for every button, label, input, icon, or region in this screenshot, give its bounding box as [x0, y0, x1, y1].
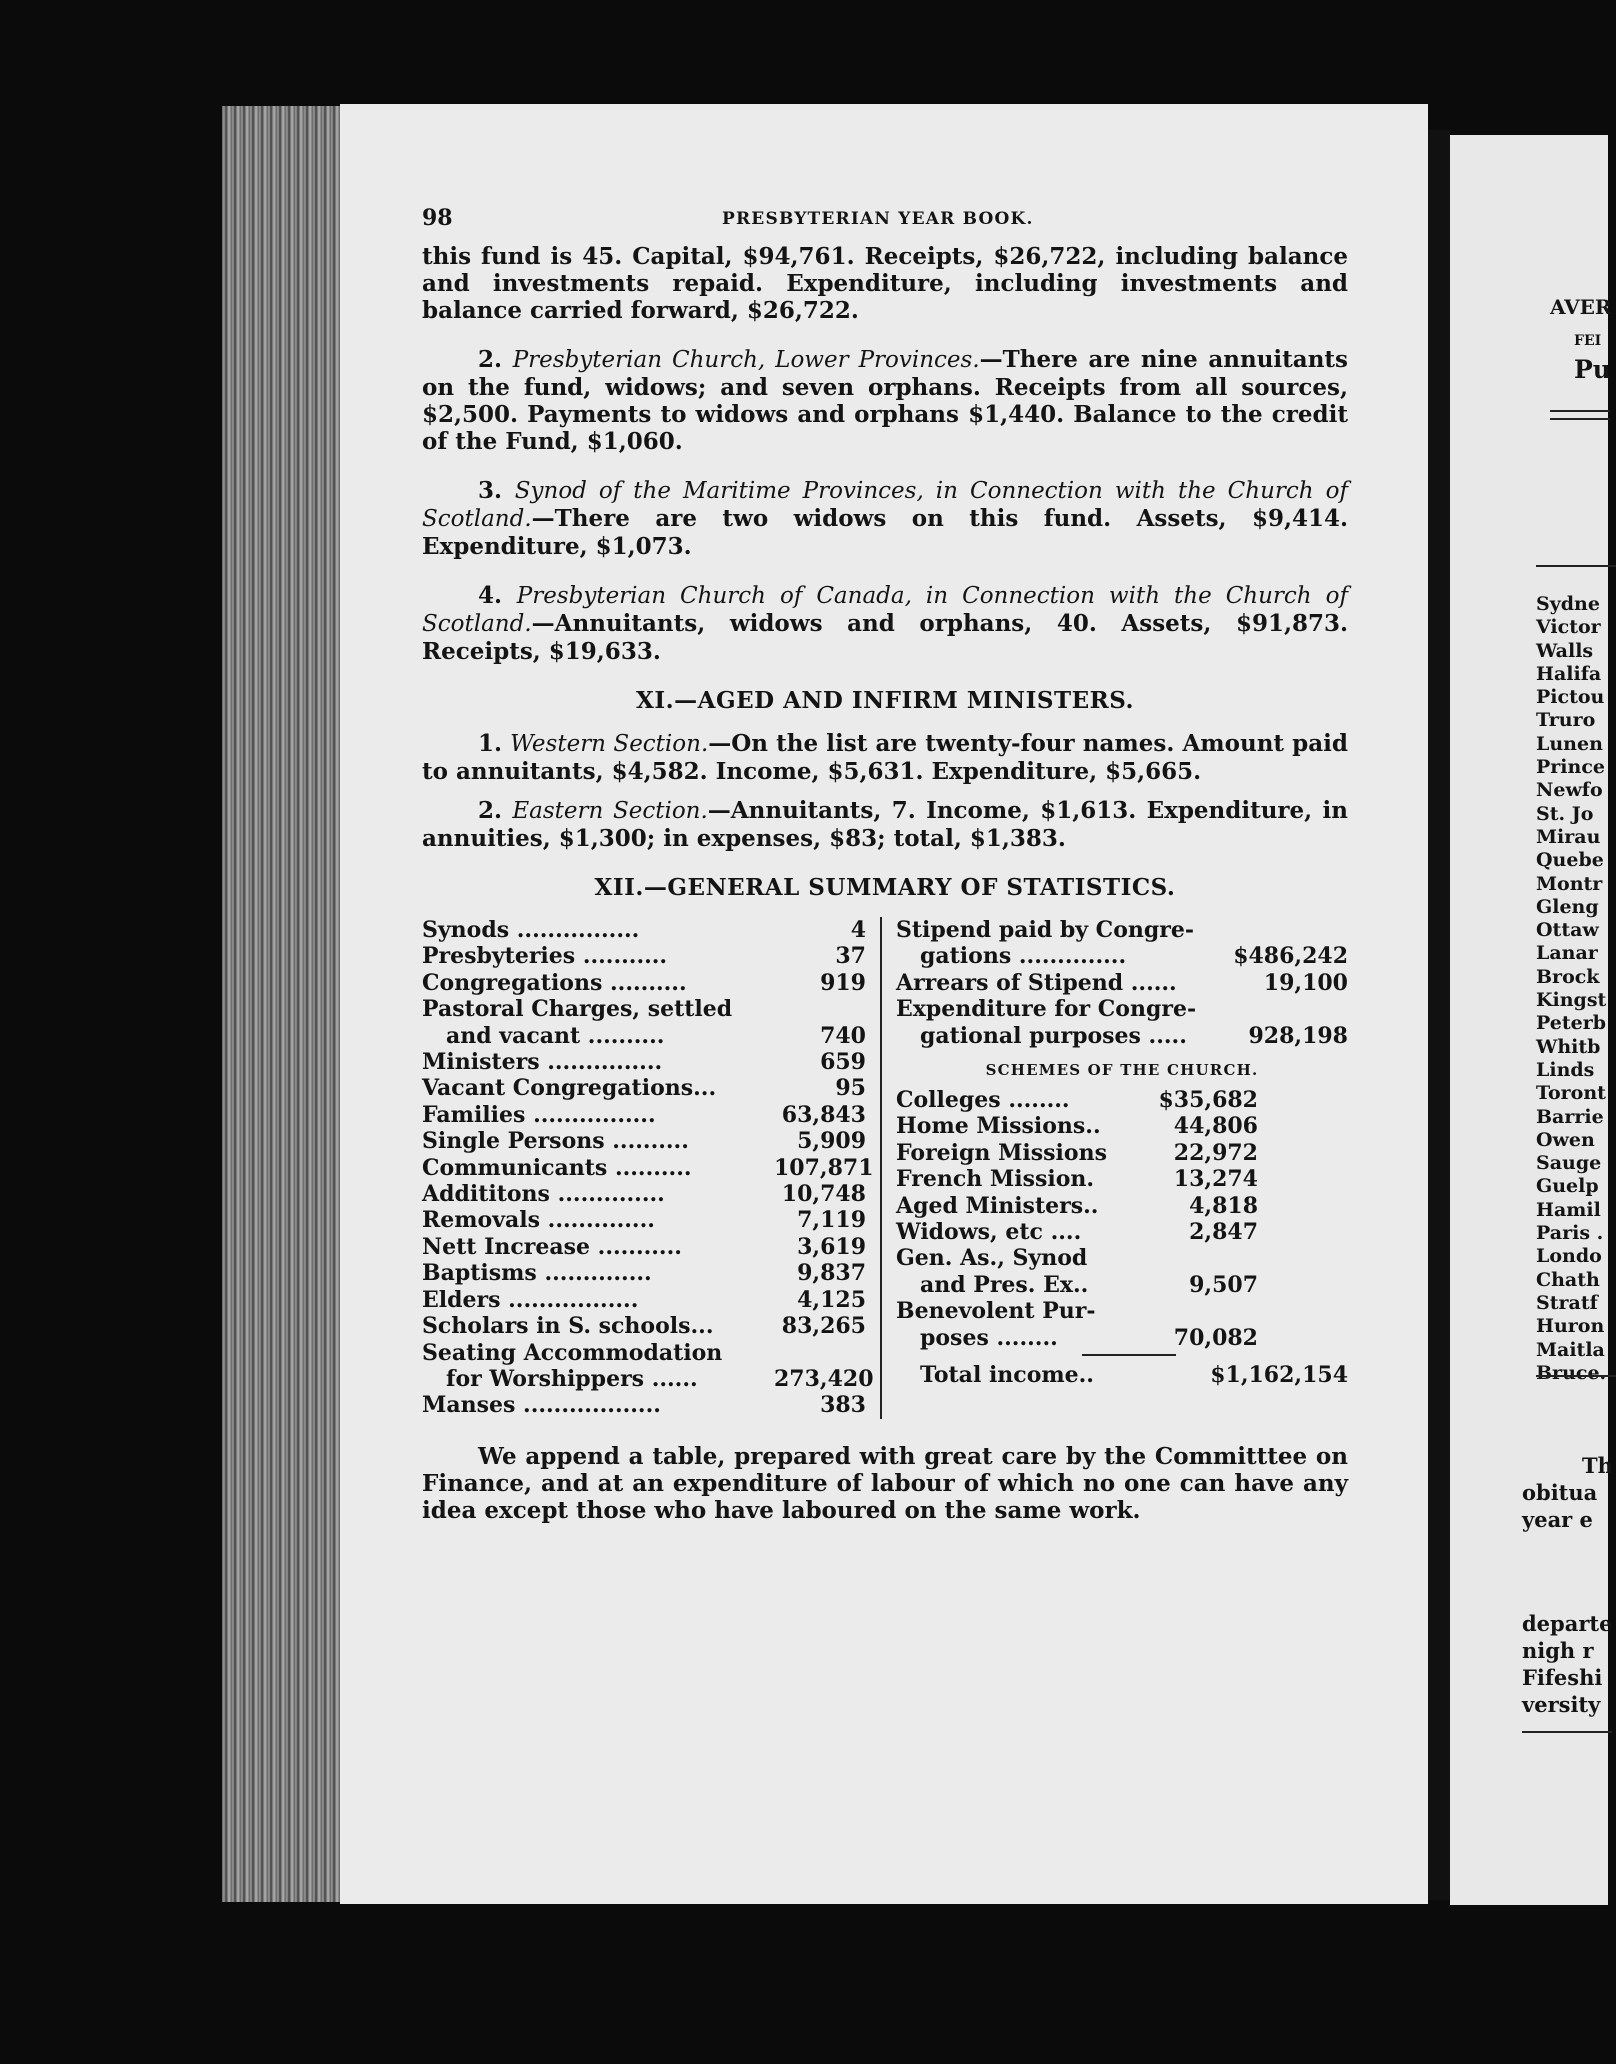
list-item: Maitla — [1536, 1338, 1605, 1361]
list-item: Chath — [1536, 1268, 1600, 1291]
list-item: Mirau — [1536, 825, 1601, 848]
schemes-title: SCHEMES OF THE CHURCH. — [985, 1061, 1259, 1080]
item-title: Western Section. — [510, 731, 709, 757]
paragraph-1: this fund is 45. Capital, $94,761. Receipts, $26,722, including balance and investments repaid. Expenditure, including investments and balance carried forward, $26,722. — [422, 243, 1348, 324]
table-row: Ministers ............... 659 — [422, 1049, 866, 1076]
list-item: Sauge — [1536, 1152, 1602, 1175]
section-xi-paragraph-1 — [422, 730, 1348, 785]
right-page — [1450, 135, 1613, 1905]
page-number: 98 — [422, 205, 453, 231]
list-item: Halifa — [1536, 662, 1602, 685]
table-row: gational purposes ..... 928,198 — [920, 1022, 1348, 1049]
paragraph-4 — [422, 582, 1348, 665]
section-xi-title: XI.—AGED AND INFIRM MINISTERS. — [635, 687, 1135, 714]
page-content — [422, 205, 1348, 1546]
list-item: Newfo — [1536, 779, 1603, 802]
right-page-rule-4 — [1536, 1375, 1616, 1377]
running-head — [422, 205, 1348, 243]
list-item: Whitb — [1536, 1035, 1601, 1058]
item-text: —Annuitants, widows and orphans, 40. Assets, $91,873. Receipts, $19,633. — [422, 610, 1348, 665]
table-row: Removals .............. 7,119 — [422, 1207, 866, 1234]
statistics-left-column — [422, 917, 882, 1419]
list-item: Sydne — [1536, 593, 1600, 615]
list-item: Lanar — [1536, 942, 1598, 965]
list-item: Walls — [1536, 639, 1594, 662]
list-item: Peterb — [1536, 1012, 1607, 1035]
list-item: Guelp — [1536, 1175, 1599, 1198]
list-item: Truro — [1536, 709, 1596, 732]
right-page-head-3: Pu — [1574, 355, 1611, 384]
item-text: —There are nine annuitants on the fund, widows; and seven orphans. Receipts from all sources, $2,500. Payments to widows and orphans $1,440. Balance to the credit of the Fund, $1,060. — [422, 346, 1348, 455]
table-row: Gen. As., Synod — [896, 1245, 1088, 1272]
table-row: French Mission. 13,274 — [896, 1166, 1258, 1193]
section-xi-paragraph-2 — [422, 797, 1348, 852]
right-page-text-1: Th — [1582, 1453, 1613, 1478]
item-title: Eastern Section. — [512, 798, 708, 824]
item-text: —Annuitants, 7. Income, $1,613. Expenditure, in annuities, $1,300; in expenses, $83; total, $1,383. — [422, 797, 1348, 852]
right-page-text-4: departe — [1522, 1611, 1613, 1636]
table-row: Scholars in S. schools... 83,265 — [422, 1313, 866, 1340]
item-number: 2. — [478, 346, 503, 373]
list-item: St. Jo — [1536, 802, 1594, 825]
item-number: 4. — [478, 582, 503, 609]
list-item: Montr — [1536, 872, 1603, 895]
table-row: Pastoral Charges, settled — [422, 996, 733, 1023]
item-number: 1. — [478, 730, 503, 757]
table-row: Single Persons .......... 5,909 — [422, 1128, 866, 1155]
statistics-table — [422, 917, 1348, 1419]
paragraph-3 — [422, 477, 1348, 560]
table-row: Widows, etc .... 2,847 — [896, 1219, 1258, 1246]
table-row: Manses .................. 383 — [422, 1392, 866, 1419]
sum-rule — [1082, 1354, 1176, 1356]
list-item: Bruce. — [1536, 1361, 1607, 1384]
table-row: and Pres. Ex.. 9,507 — [920, 1271, 1258, 1298]
table-row: Colleges ........ $35,682 — [896, 1087, 1258, 1114]
list-item: Kingst — [1536, 989, 1607, 1012]
right-page-rule-2 — [1550, 418, 1610, 420]
item-number: 3. — [478, 477, 503, 504]
table-row: Vacant Congregations... 95 — [422, 1075, 866, 1102]
right-page-head-2: FEI — [1574, 333, 1602, 349]
right-page-text-5: nigh r — [1522, 1638, 1594, 1663]
page-title: PRESBYTERIAN YEAR BOOK. — [722, 209, 1034, 229]
table-row: poses ........ 70,082 — [920, 1324, 1258, 1351]
closing-paragraph: We append a table, prepared with great care by the Committtee on Finance, and at an expenditure of labour of which no one can have any idea except those who have laboured on the same work. — [422, 1442, 1348, 1524]
table-row: Elders ................. 4,125 — [422, 1286, 866, 1313]
table-row: Stipend paid by Congre- — [896, 917, 1194, 943]
list-item: Toront — [1536, 1082, 1606, 1105]
table-row: Communicants .......... 107,871 — [422, 1154, 874, 1181]
table-row: Expenditure for Congre- — [896, 996, 1197, 1023]
table-row: Addititons .............. 10,748 — [422, 1181, 866, 1208]
table-row: Home Missions.. 44,806 — [896, 1113, 1258, 1140]
list-item: Quebe — [1536, 849, 1604, 872]
right-page-text-3: year e — [1522, 1507, 1593, 1532]
paragraph-2 — [422, 346, 1348, 455]
right-page-rule-5 — [1522, 1731, 1612, 1733]
list-item: Londo — [1536, 1245, 1602, 1268]
table-row: Benevolent Pur- — [896, 1298, 1096, 1325]
statistics-right-column — [882, 917, 1348, 1419]
right-page-rule-1 — [1550, 410, 1610, 412]
item-text: —On the list are twenty-four names. Amount paid to annuitants, $4,582. Income, $5,631. Expenditure, $5,665. — [422, 730, 1348, 785]
table-row: Nett Increase ........... 3,619 — [422, 1233, 866, 1260]
total-income-label: Total income.. — [920, 1362, 1094, 1389]
page-gutter — [1428, 130, 1450, 1900]
table-row: Congregations .......... 919 — [422, 969, 866, 996]
list-item: Victor — [1536, 616, 1601, 639]
list-item: Prince — [1536, 756, 1605, 779]
item-title: Presbyterian Church, Lower Provinces. — [512, 347, 980, 373]
table-row: gations .............. $486,242 — [920, 943, 1348, 970]
item-number: 2. — [478, 797, 503, 824]
right-page-text-2: obitua — [1522, 1480, 1598, 1505]
list-item: Brock — [1536, 965, 1600, 988]
table-row: Aged Ministers.. 4,818 — [896, 1192, 1258, 1219]
table-row: for Worshippers ...... 273,420 — [446, 1365, 874, 1392]
list-item: Linds — [1536, 1058, 1595, 1081]
total-income-row — [896, 1362, 1348, 1388]
book-edge — [222, 106, 347, 1902]
item-text: —There are two widows on this fund. Assets, $9,414. Expenditure, $1,073. — [422, 505, 1348, 560]
right-page-text-7: versity — [1522, 1692, 1601, 1717]
table-row: and vacant .......... 740 — [446, 1022, 866, 1049]
table-row: Foreign Missions 22,972 — [896, 1139, 1258, 1166]
table-row: Families ................ 63,843 — [422, 1101, 866, 1128]
right-page-head-1: AVER — [1550, 295, 1612, 319]
list-item: Ottaw — [1536, 919, 1599, 942]
list-item: Hamil — [1536, 1198, 1601, 1221]
list-item: Huron — [1536, 1315, 1605, 1338]
table-row: Arrears of Stipend ...... 19,100 — [896, 969, 1348, 996]
table-row: Seating Accommodation — [422, 1339, 723, 1366]
table-row: Synods ................ 4 — [422, 917, 866, 943]
list-item: Owen — [1536, 1128, 1595, 1151]
list-item: Lunen — [1536, 732, 1603, 755]
table-row: Presbyteries ........... 37 — [422, 943, 866, 970]
right-page-presbytery-list — [1536, 593, 1616, 1385]
list-item: Paris . — [1536, 1222, 1604, 1245]
item-title: Presbyterian Church of Canada, in Connection with the Church of Scotland. — [422, 583, 1348, 637]
right-page-rule-3 — [1536, 565, 1616, 567]
right-page-text-6: Fifeshi — [1522, 1665, 1603, 1690]
table-row: Baptisms .............. 9,837 — [422, 1260, 866, 1287]
list-item: Gleng — [1536, 895, 1599, 918]
list-item: Pictou — [1536, 686, 1605, 709]
total-income-value: $1,162,154 — [1210, 1362, 1348, 1389]
list-item: Barrie — [1536, 1105, 1604, 1128]
section-xii-title: XII.—GENERAL SUMMARY OF STATISTICS. — [594, 874, 1176, 901]
list-item: Stratf — [1536, 1291, 1598, 1314]
item-title: Synod of the Maritime Provinces, in Connection with the Church of Scotland. — [422, 478, 1348, 532]
